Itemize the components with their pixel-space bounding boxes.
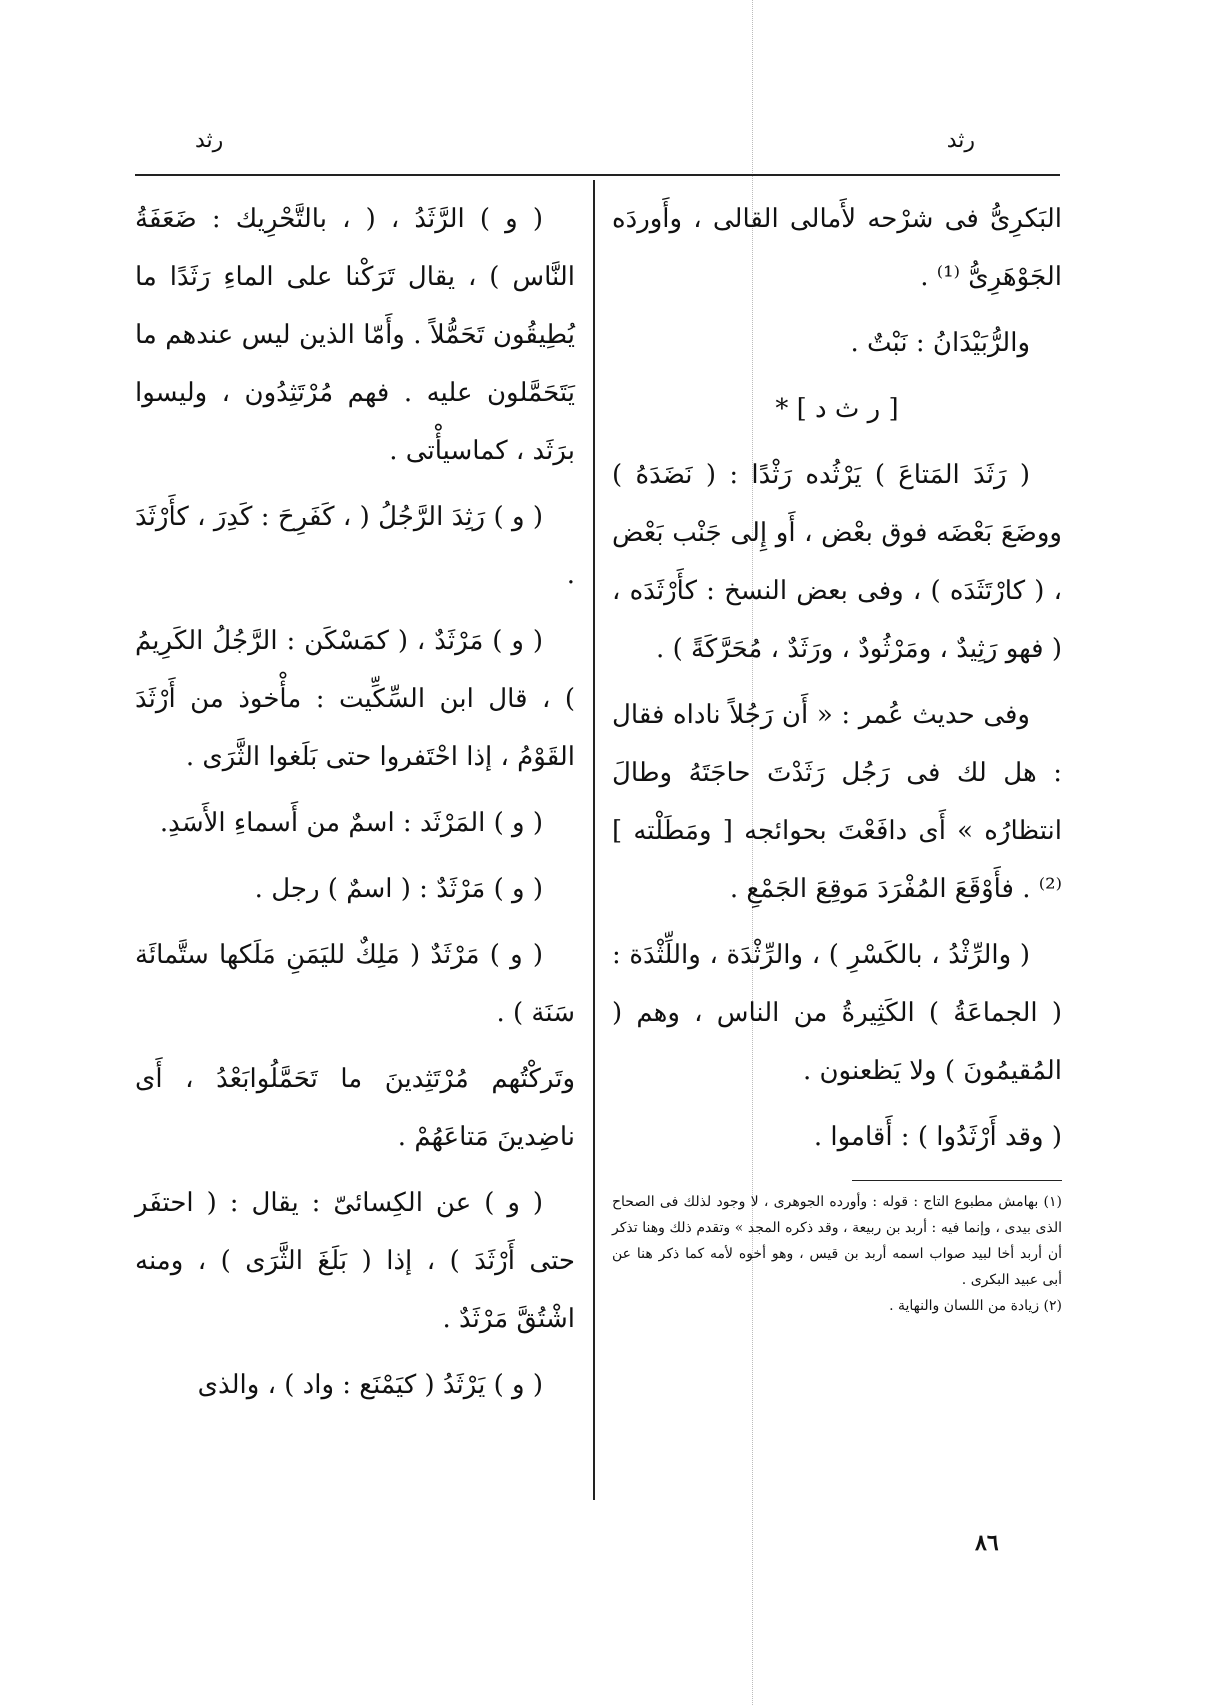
footnote: (٢) زيادة من اللسان والنهاية . <box>889 1298 1062 1314</box>
footnote: (١) بهامش مطبوع التاج : قوله : وأورده الجوهرى ، لا وجود لذلك فى الصحاح الذى بيدى ، وإنما فيه : أربد بن ربيعة ، وقد ذكره المجد » وتقدم ذلك وهنا تذكر أن أربد أخا لبيد صواب اسمه أربد بن قيس ، وهو أخوه لأمه كما ذكر هنا عن أبى عبيد البكرى . <box>612 1194 1062 1288</box>
left-column <box>135 190 575 1422</box>
entry-paragraph: ( و ) عن الكِسائىّ : يقال : ( احتفَر حتى أَرْثَدَ ) ، إذا ( بَلَغَ الثَّرَى ) ، ومنه اشْتُقَّ مَرْثَدٌ . <box>135 1188 575 1334</box>
entry-paragraph: ( و ) مَرْثَدٌ : ( اسمٌ ) رجل . <box>254 874 543 904</box>
entry-paragraph: ( وقد أَرْثَدُوا ) : أَقاموا . <box>813 1122 1062 1152</box>
footnote-rule <box>852 1180 1062 1181</box>
entry-paragraph: ( و ) يَرْثَدُ ( كيَمْنَع : واد ) ، والذى <box>197 1370 543 1400</box>
entry-paragraph: ( والرِّثْدُ ، بالكَسْرِ ) ، والرِّثْدَة ، واللِّثْدَة : ( الجماعَةُ ) الكَثِيرةُ من الناس ، وهم ( المُقيمُونَ ) ولا يَظعنون . <box>612 940 1062 1086</box>
page-number: ٨٦ <box>975 1530 999 1556</box>
running-head-left: رثد <box>195 128 224 153</box>
entry-paragraph: ( و ) الرَّثَدُ ، ( ، بالتَّحْرِيك : ضَعَفَةُ النَّاس ) ، يقال تَرَكْنا على الماءِ رَثَدًا ما يُطِيقُون تَحَمُّلاً . وأَمّا الذين ليس عندهم ما يَتَحَمَّلون عليه . فهم مُرْتَثِدُون ، وليسوا برَثَد ، كماسيأْتى . <box>135 204 575 466</box>
entry-paragraph: وتَركْتُهم مُرْتَثِدينَ ما تَحَمَّلُوابَعْدُ ، أَى ناضِدينَ مَتاعَهُمْ . <box>135 1064 575 1152</box>
column-divider <box>593 180 595 1500</box>
root-heading: [ ر ث د ] * <box>775 394 899 424</box>
entry-paragraph: البَكرِىُّ فى شرْحه لأَمالى القالى ، وأَوردَه الجَوْهَرِىُّ ⁽¹⁾ . <box>612 204 1062 292</box>
entry-paragraph: ( و ) المَرْثَد : اسمٌ من أَسماءِ الأَسَدِ. <box>159 808 543 838</box>
entry-paragraph: والرُّبَيْدَانُ : نَبْتٌ . <box>850 328 1030 358</box>
entry-paragraph: ( و ) مَرْثَدٌ ( مَلِكٌ لليَمَنِ مَلَكها ستَّمائَة سَنَة ) . <box>135 940 575 1028</box>
right-column <box>612 190 1062 1319</box>
running-head-right: رثد <box>946 128 975 153</box>
entry-paragraph: ( رَثَدَ المَتاعَ ) يَرْثُده رَثْدًا : ( نَضَدَهُ ) ووضَعَ بَعْضَه فوق بعْض ، أَو إِلى جَنْب بَعْض ، ( كارْتَثَدَه ) ، وفى بعض النسخ : كأَرْثَدَه ، ( فهو رَثِيدٌ ، ومَرْثُودٌ ، ورَثَدٌ ، مُحَرَّكَةً ) . <box>612 460 1062 664</box>
header-rule <box>135 174 1060 176</box>
entry-paragraph: ( و ) مَرْثَدٌ ، ( كمَسْكَن : الرَّجُلُ الكَرِيمُ ) ، قال ابن السِّكِّيت : مأْخوذ من أَرْثَدَ القَوْمُ ، إذا احْتَفروا حتى بَلَغوا الثَّرَى . <box>135 626 575 772</box>
entry-paragraph: ( و ) رَثِدَ الرَّجُلُ ( ، كَفَرِحَ : كَدِرَ ، كأَرْثَدَ . <box>135 502 575 590</box>
entry-paragraph: وفى حديث عُمر : « أَن رَجُلاً ناداه فقال : هل لك فى رَجُل رَثَدْتَ حاجَتَهُ وطالَ انتظارُه » أَى دافَعْتَ بحوائجه [ ومَطَلْته ] ⁽²⁾ . فأَوْقَعَ المُفْرَدَ مَوقِعَ الجَمْعِ . <box>612 700 1062 904</box>
